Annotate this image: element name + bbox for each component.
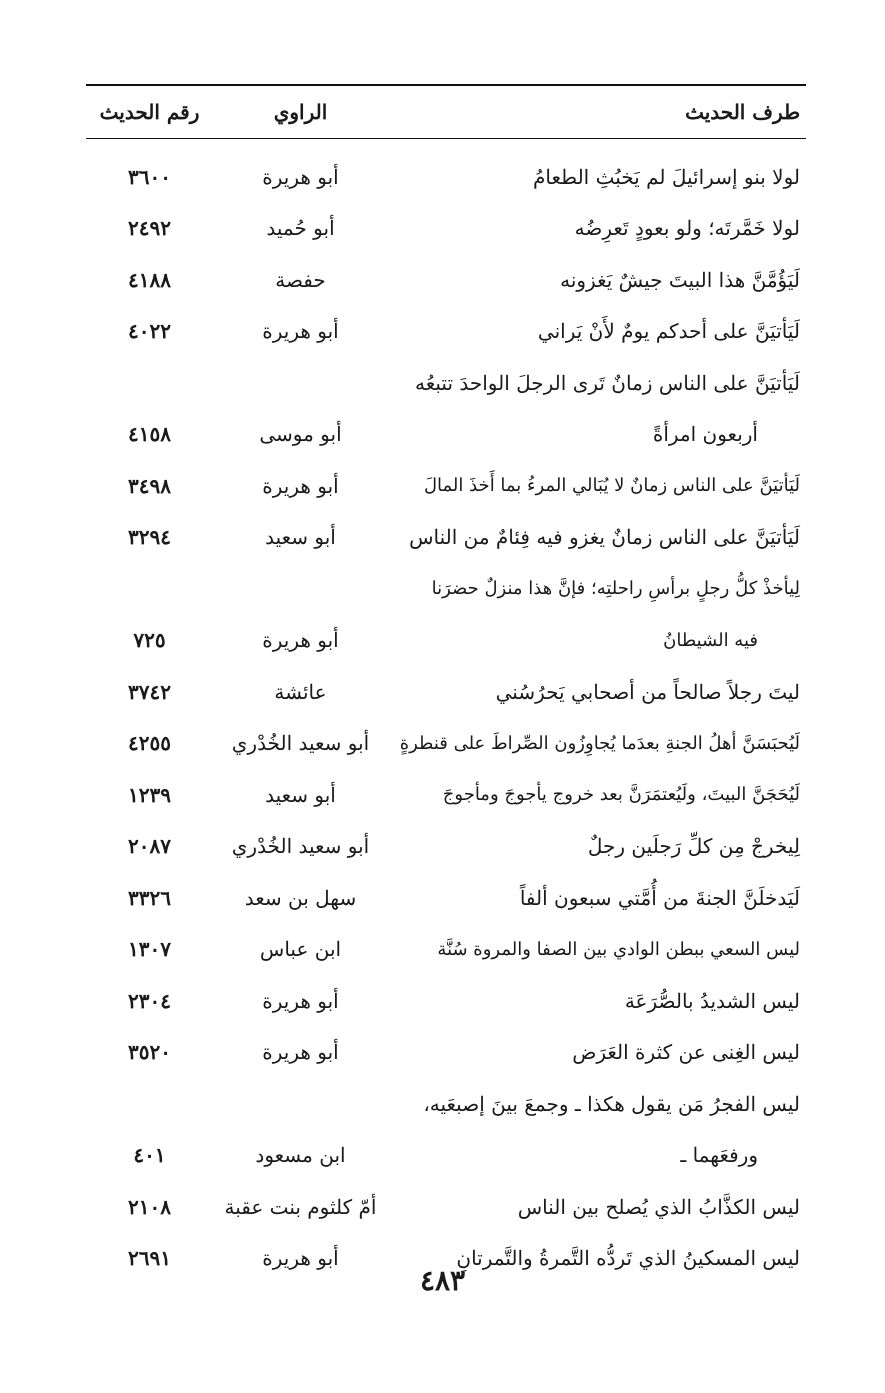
table-row: [86, 563, 806, 615]
hadith-text: لَيُحبَسَنَّ أهلُ الجنةِ بعدَما يُجاوِزُون الصِّراطَ على قنطرةٍ: [399, 732, 800, 754]
table-row: [86, 512, 806, 564]
hadith-number: ٧٢٥: [133, 628, 166, 653]
hadith-number: ٤٠١: [133, 1143, 166, 1168]
hadith-number: ٢٤٩٢: [128, 216, 171, 241]
table-row: [86, 357, 806, 409]
hadith-number: ٢٠٨٧: [128, 834, 171, 859]
table-row: [86, 1027, 806, 1079]
hadith-text: ليس الغِنى عن كثرة العَرَض: [572, 1040, 800, 1065]
hadith-number: ٣٣٢٦: [128, 885, 171, 910]
narrator: أبو هريرة: [262, 1246, 339, 1271]
narrator: حفصة: [275, 267, 326, 292]
narrator: أبو حُميد: [266, 216, 335, 241]
hadith-number: ١٣٠٧: [128, 937, 171, 962]
hadith-number: ٣٢٩٤: [128, 525, 171, 550]
hadith-text: لولا خَمَّرتَه؛ ولو بعودٍ تَعرِضُه: [574, 216, 800, 241]
hadith-number: ٢٦٩١: [128, 1246, 171, 1271]
narrator: أبو هريرة: [262, 988, 339, 1013]
hadith-text: لَيَأتيَنَّ على الناس زمانٌ لا يُبَالي المرءُ بما أَخذَ المالَ: [423, 475, 800, 497]
narrator: عائشة: [274, 679, 327, 704]
index-page: [86, 84, 806, 1284]
table-row: [86, 1130, 806, 1182]
narrator: أبو هريرة: [262, 628, 339, 653]
hadith-text: ليس الشديدُ بالصُّرَعَة: [624, 988, 800, 1013]
hadith-number: ٣٤٩٨: [128, 473, 171, 498]
narrator: أبو هريرة: [262, 164, 339, 189]
hadith-text: لَيَأتيَنَّ على الناس زمانٌ يغزو فيه فِئامٌ من الناس: [409, 525, 800, 550]
hadith-text: لَيُحَجَنَّ البيتَ، ولَيُعتمَرَنَّ بعد خروج يأجوجَ ومأجوجَ: [442, 784, 800, 806]
table-row: [86, 666, 806, 718]
table-row: [86, 409, 806, 461]
narrator: أمّ كلثوم بنت عقبة: [224, 1194, 377, 1219]
header-hadith-text: طرف الحديث: [685, 100, 800, 124]
header-narrator: الراوي: [273, 100, 328, 124]
hadith-text: لِيخرجْ مِن كلِّ رَجلَين رجلٌ: [587, 834, 800, 859]
narrator: أبو موسى: [259, 422, 342, 447]
header-hadith-number: رقم الحديث: [99, 100, 200, 124]
table-row: [86, 769, 806, 821]
table-row: [86, 203, 806, 255]
table-row: [86, 254, 806, 306]
narrator: أبو سعيد: [265, 782, 336, 807]
hadith-number: ٤٠٢٢: [128, 319, 171, 344]
hadith-number: ٣٥٢٠: [128, 1040, 171, 1065]
table-row: [86, 306, 806, 358]
table-row: [86, 924, 806, 976]
hadith-text: لَيَأتيَنَّ على أحدكم يومٌ لأَنْ يَراني: [537, 319, 800, 344]
table-row: [86, 460, 806, 512]
narrator: أبو سعيد الخُدْري: [231, 834, 370, 859]
table-header: [86, 86, 806, 138]
hadith-text: ليس السعي ببطن الوادي بين الصفا والمروة سُنَّة: [437, 938, 800, 960]
hadith-text: لَيَدخلَنَّ الجنةَ من أُمَّتي سبعون ألفاً: [519, 885, 800, 910]
hadith-number: ٢١٠٨: [128, 1194, 171, 1219]
narrator: ابن مسعود: [255, 1143, 346, 1168]
hadith-text: لولا بنو إسرائيلَ لم يَخبُثِ الطعامُ: [533, 164, 800, 189]
table-row: [86, 975, 806, 1027]
hadith-text: ورفعَهما ـ: [680, 1143, 758, 1168]
table-row: [86, 1181, 806, 1233]
table-row: [86, 821, 806, 873]
table-row: [86, 151, 806, 203]
hadith-number: ٤١٨٨: [128, 267, 171, 292]
hadith-number: ٤٢٥٥: [128, 731, 171, 756]
narrator: سهل بن سعد: [244, 885, 357, 910]
hadith-number: ٣٦٠٠: [128, 164, 171, 189]
hadith-text: فيه الشيطانُ: [663, 629, 758, 651]
narrator: أبو سعيد: [265, 525, 336, 550]
hadith-text: ليس الكذَّابُ الذي يُصلح بين الناس: [517, 1194, 800, 1219]
index-rows: [86, 139, 806, 1284]
table-row: [86, 872, 806, 924]
hadith-number: ٣٧٤٢: [128, 679, 171, 704]
hadith-text: ليس الفجرُ مَن يقول هكذا ـ وجمعَ بينَ إصبعَيه،: [423, 1091, 800, 1116]
hadith-text: ليتَ رجلاً صالحاً من أصحابي يَحرُسُني: [495, 679, 800, 704]
narrator: أبو هريرة: [262, 1040, 339, 1065]
hadith-number: ٢٣٠٤: [128, 988, 171, 1013]
table-row: [86, 1078, 806, 1130]
narrator: أبو سعيد الخُدْري: [231, 731, 370, 756]
hadith-number: ٤١٥٨: [128, 422, 171, 447]
hadith-text: ليس المسكينُ الذي تَردُّه التَّمرةُ والتَّمرتانِ: [456, 1246, 800, 1271]
table-row: [86, 718, 806, 770]
page-number: ٤٨٣: [419, 1264, 466, 1297]
narrator: أبو هريرة: [262, 473, 339, 498]
narrator: أبو هريرة: [262, 319, 339, 344]
table-row: [86, 615, 806, 667]
hadith-text: لِيأخذْ كلُّ رجلٍ برأسِ راحلتِه؛ فإنَّ هذا منزلٌ حضرَنا: [431, 578, 800, 600]
hadith-text: لَيَأتيَنَّ على الناس زمانٌ تَرى الرجلَ الواحدَ تتبعُه: [415, 370, 800, 395]
hadith-text: أربعون امرأةً: [652, 422, 758, 447]
narrator: ابن عباس: [259, 937, 342, 962]
hadith-text: لَيَؤُمَّنَّ هذا البيتَ جيشٌ يَغزونه: [560, 267, 800, 292]
hadith-number: ١٢٣٩: [128, 782, 171, 807]
